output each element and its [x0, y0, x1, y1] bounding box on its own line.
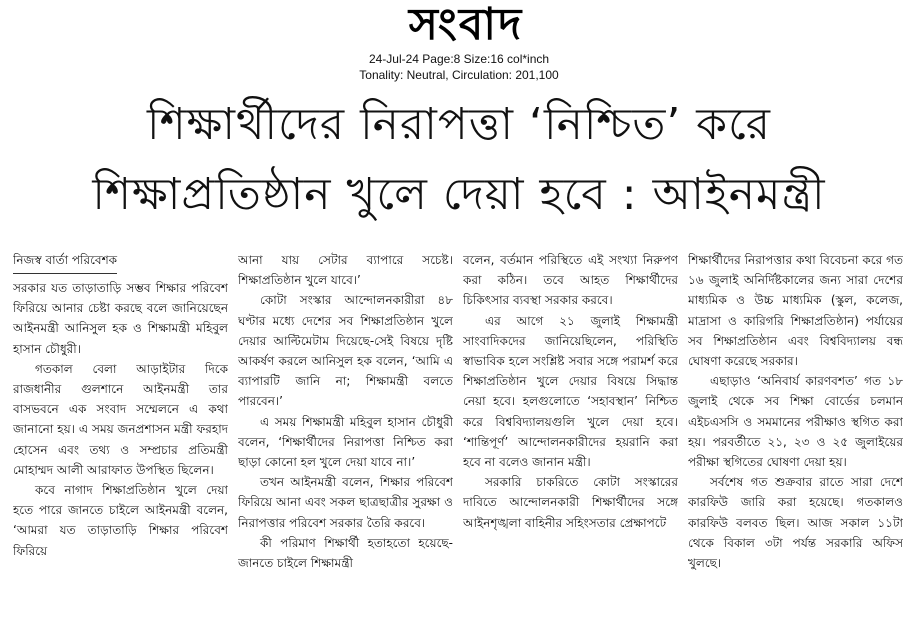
paragraph: এছাড়াও ‘অনিবার্য কারণবশত’ গত ১৮ জুলাই থেকে সব শিক্ষা বোর্ডের চলমান এইচএসসি ও সমমানের পরীক্ষাও স্থগিত করা হয়। পরবর্তীতে ২১, ২৩ ও ২৫ জুলাইয়ের পরীক্ষা স্থগিতের ঘোষণা দেয়া হয়।	[688, 374, 903, 470]
headline-line-1: শিক্ষার্থীদের নিরাপত্তা ‘নিশ্চিত’ করে	[147, 99, 771, 150]
paragraph: এর আগে ২১ জুলাই শিক্ষামন্ত্রী সাংবাদিকদের জানিয়েছিলেন, পরিস্থিতি স্বাভাবিক হলে সংশ্লিষ্ট সবার সঙ্গে পরামর্শ করে শিক্ষাপ্রতিষ্ঠান খুলে দেয়ার বিষয়ে সিদ্ধান্ত নেয়া হবে। হলগুলোতে ‘সহাবস্থান’ নিশ্চিত করে বিশ্ববিদ্যালয়গুলি খুলে দেয়া হবে। ‘শান্তিপূর্ণ’ আন্দোলনকারীদের হয়রানি করা হবে না বলেও জানান মন্ত্রী।	[463, 313, 678, 470]
byline: নিজস্ব বার্তা পরিবেশক	[13, 250, 117, 274]
paragraph: কবে নাগাদ শিক্ষাপ্রতিষ্ঠান খুলে দেয়া হতে পারে জানতে চাইলে আইনমন্ত্রী বলেন, ‘আমরা যত তাড়াতাড়ি শিক্ষার পরিবেশ ফিরিয়ে	[13, 483, 228, 558]
clipping-meta-date-page: 24-Jul-24 Page:8 Size:16 col*inch	[368, 52, 550, 66]
paragraph: সর্বশেষ গত শুক্রবার রাতে সারা দেশে কারফিউ জারি করা হয়েছে। গতকালও কারফিউ বলবত ছিল। আজ সকাল ১১টা থেকে বিকাল ৩টা পর্যন্ত সরকারি অফিস খুলছে।	[688, 475, 903, 571]
paragraph: কোটা সংস্কার আন্দোলনকারীরা ৪৮ ঘণ্টার মধ্যে দেশের সব শিক্ষাপ্রতিষ্ঠান খুলে দেয়ার আল্টিমেটাম দিয়েছে-সেই বিষয়ে দৃষ্টি আকর্ষণ করলে আনিসুল হক বলেন, ‘আমি এ ব্যাপারটি জানি না; শিক্ষামন্ত্রী বলতে পারবেন।’	[238, 293, 453, 409]
article-column-1	[13, 250, 228, 624]
article-column-4	[688, 250, 903, 624]
paragraph: বলেন, বর্তমান পরিস্থিতে এই সংখ্যা নিরুপণ করা কঠিন। তবে আহত শিক্ষার্থীদের চিকিৎসার ব্যবস্থা সরকার করবে।	[463, 253, 678, 308]
newspaper-logo: সংবাদ	[408, 0, 524, 50]
paragraph: তখন আইনমন্ত্রী বলেন, শিক্ষার পরিবেশ ফিরিয়ে আনা এবং সকল ছাত্রছাত্রীর সুরক্ষা ও নিরাপত্তার পরিবেশ সরকার তৈরি করবে।	[238, 475, 453, 530]
paragraph: শিক্ষার্থীদের নিরাপত্তার কথা বিবেচনা করে গত ১৬ জুলাই অনির্দিষ্টকালের জন্য সারা দেশের মাধ্যমিক ও উচ্চ মাধ্যমিক (স্কুল, কলেজ, মাদ্রাসা ও কারিগরি শিক্ষাপ্রতিষ্ঠান) পর্যায়ের সব শিক্ষাপ্রতিষ্ঠান এবং বিশ্ববিদ্যালয় বন্ধ ঘোষণা করেছে সরকার।	[688, 253, 903, 369]
clipping-meta-tonality: Tonality: Neutral, Circulation: 201,100	[359, 68, 559, 82]
headline-line-2: শিক্ষাপ্রতিষ্ঠান খুলে দেয়া হবে : আইনমন্ত্রী	[92, 169, 826, 220]
paragraph: আনা যায় সেটার ব্যাপারে সচেষ্ট। শিক্ষাপ্রতিষ্ঠান খুলে যাবে।’	[238, 253, 453, 288]
article-column-3	[463, 250, 678, 624]
masthead	[0, 0, 918, 52]
paragraph: সরকার যত তাড়াতাড়ি সম্ভব শিক্ষার পরিবেশ ফিরিয়ে আনার চেষ্টা করছে বলে জানিয়েছেন আইনমন্ত্রী আনিসুল হক ও শিক্ষামন্ত্রী মহিবুল হাসান চৌধুরী।	[13, 281, 228, 356]
paragraph: এ সময় শিক্ষামন্ত্রী মহিবুল হাসান চৌধুরী বলেন, ‘শিক্ষার্থীদের নিরাপত্তা নিশ্চিত করা ছাড়া কোনো হল খুলে দেয়া যাবে না।’	[238, 414, 453, 470]
paragraph: কী পরিমাণ শিক্ষার্থী হতাহতো হয়েছে- জানতে চাইলে শিক্ষামন্ত্রী	[238, 535, 453, 571]
article-body	[13, 250, 903, 624]
paragraph: গতকাল বেলা আড়াইটার দিকে রাজধানীর গুলশানে আইনমন্ত্রী তার বাসভবনে এক সংবাদ সম্মেলনে এ কথা জানানো হয়। এ সময় জনপ্রশাসন মন্ত্রী ফরহাদ হোসেন এবং তথ্য ও সম্প্রচার প্রতিমন্ত্রী মোহাম্মদ আলী আরাফাত উপস্থিত ছিলেন।	[13, 361, 228, 477]
paragraph: সরকারি চাকরিতে কোটা সংস্কারের দাবিতে আন্দোলনকারী শিক্ষার্থীদের সঙ্গে আইনশৃঙ্খলা বাহিনীর সহিংসতার প্রেক্ষাপটে	[463, 475, 678, 530]
article-column-2	[238, 250, 453, 624]
